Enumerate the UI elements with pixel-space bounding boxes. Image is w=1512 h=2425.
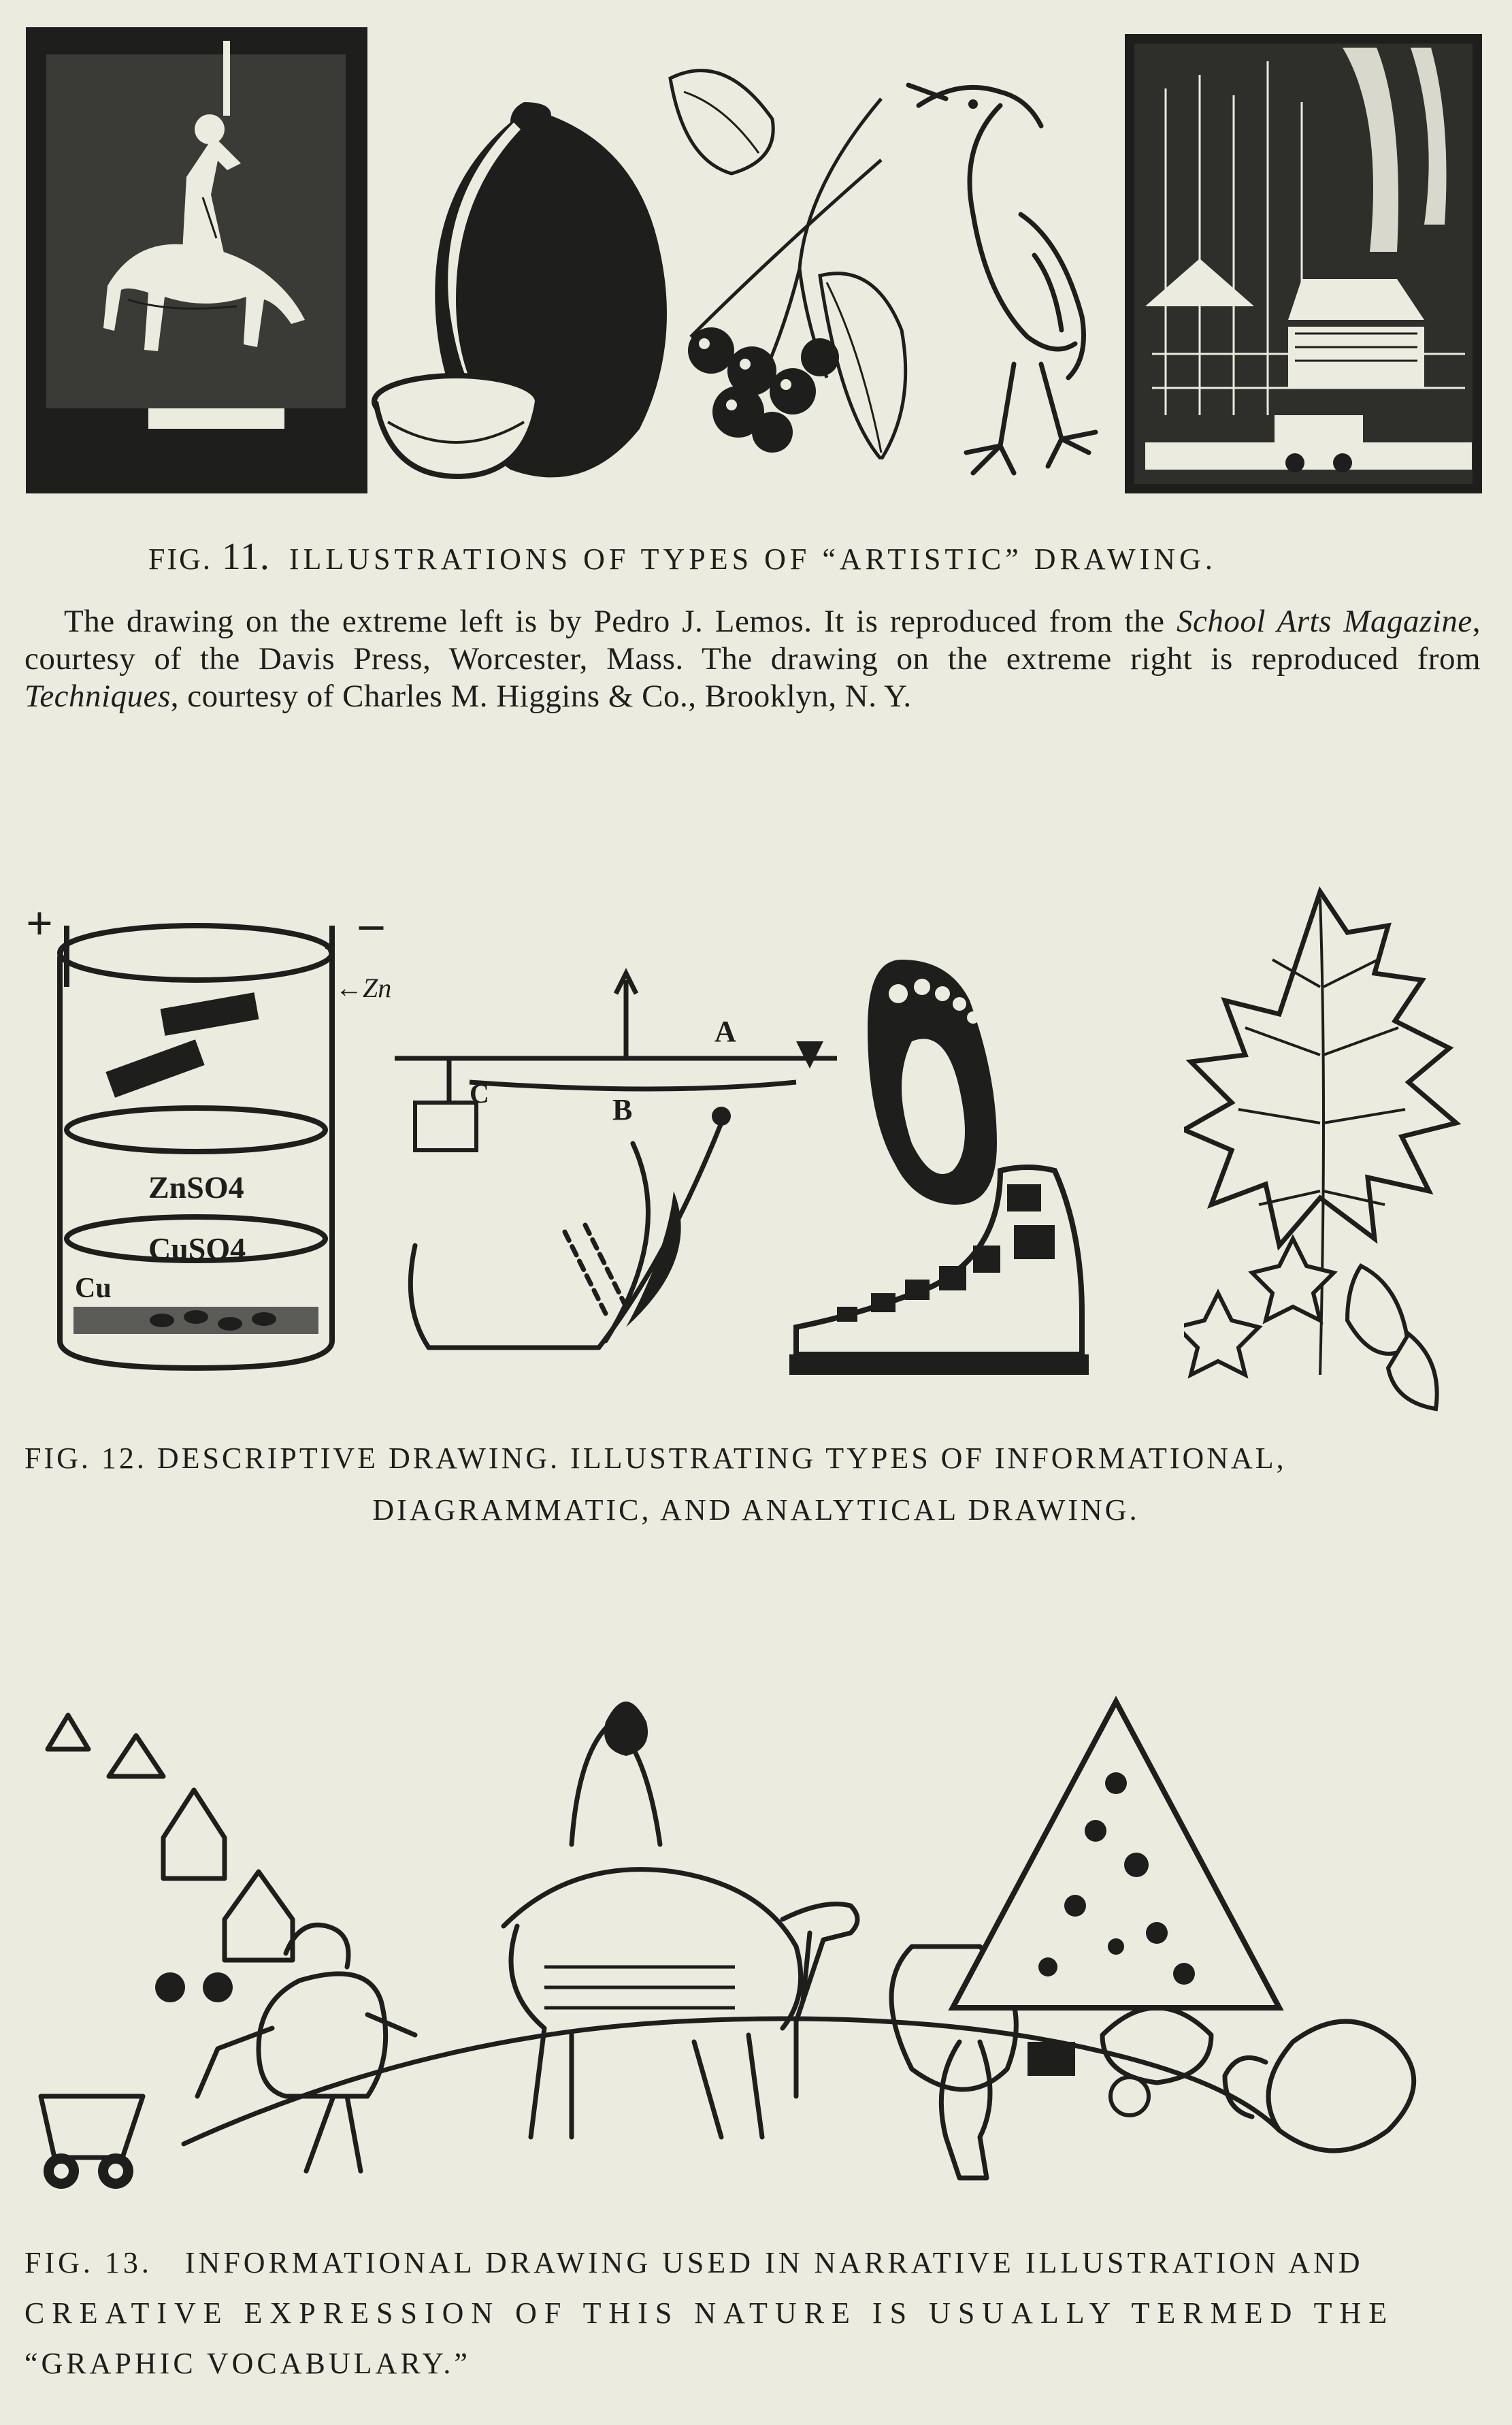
fig12-galvanic-cell-diagram: [26, 885, 407, 1388]
fig11-city-street-drawing: [1125, 34, 1482, 493]
fig11-cherry-branch-drawing: [663, 51, 922, 459]
fig13-caption-line1: FIG. 13. INFORMATIONAL DRAWING USED IN NARRATIVE ILLUSTRATION AND: [24, 2246, 1364, 2279]
fig11-caption-title: ILLUSTRATIONS OF TYPES OF “ARTISTIC” DRAWING.: [289, 542, 1217, 576]
lever-label-c: C: [470, 1078, 489, 1109]
credit-source-school-arts: School Arts Magazine: [1177, 604, 1473, 639]
credit-text-1: The drawing on the extreme left is by Pedro J. Lemos. It is reproduced from the: [64, 604, 1177, 639]
cell-zn-label: ←Zn: [335, 973, 392, 1003]
fig11-number-value: 11.: [221, 536, 270, 578]
fig13-caption: [24, 2238, 1488, 2389]
fig13-graphic-vocabulary-scene: [27, 1661, 1490, 2219]
cell-cuso4-label: CuSO4: [148, 1231, 246, 1266]
fig12-caption-line1: FIG. 12. DESCRIPTIVE DRAWING. ILLUSTRATING TYPES OF INFORMATIONAL,: [24, 1442, 1287, 1475]
fig12-caption-line2: DIAGRAMMATIC, AND ANALYTICAL DRAWING.: [372, 1493, 1140, 1527]
fig11-number-prefix: FIG.: [148, 542, 212, 576]
credit-text-3: , courtesy of Charles M. Higgins & Co., Brooklyn, N. Y.: [170, 679, 912, 714]
lever-label-b: B: [612, 1093, 633, 1126]
cell-znso4-label: ZnSO4: [148, 1170, 244, 1205]
credit-text-2: , courtesy of the Davis Press, Worcester, Mass. The drawing on the extreme right is reproduced from: [24, 604, 1481, 677]
cell-cu-label: Cu: [75, 1273, 112, 1304]
fig11-vase-and-bowl-drawing: [367, 95, 674, 504]
fig11-number: [148, 536, 270, 578]
cell-plus-label: +: [26, 898, 53, 950]
fig12-caption: [24, 1433, 1488, 1536]
fig11-heron-drawing: [905, 78, 1109, 493]
lever-label-a: A: [714, 1015, 736, 1048]
fig11-credit-paragraph: [24, 603, 1481, 715]
fig12-foot-sole-and-bones-diagram: [783, 953, 1123, 1388]
cell-minus-label: –: [359, 898, 383, 950]
credit-source-techniques: Techniques: [24, 679, 171, 714]
fig13-caption-line3: “GRAPHIC VOCABULARY.”: [24, 2347, 471, 2380]
fig11-credit-text: [24, 603, 1481, 715]
fig11-caption: [148, 532, 1373, 584]
fig12-lever-and-arm-diagram: [388, 966, 851, 1388]
fig13-caption-line2: CREATIVE EXPRESSION OF THIS NATURE IS USUALLY TERMED THE: [24, 2296, 1395, 2330]
fig12-holly-leaf-drawing: [1184, 885, 1490, 1422]
fig11-equestrian-statue-drawing: [26, 27, 367, 493]
